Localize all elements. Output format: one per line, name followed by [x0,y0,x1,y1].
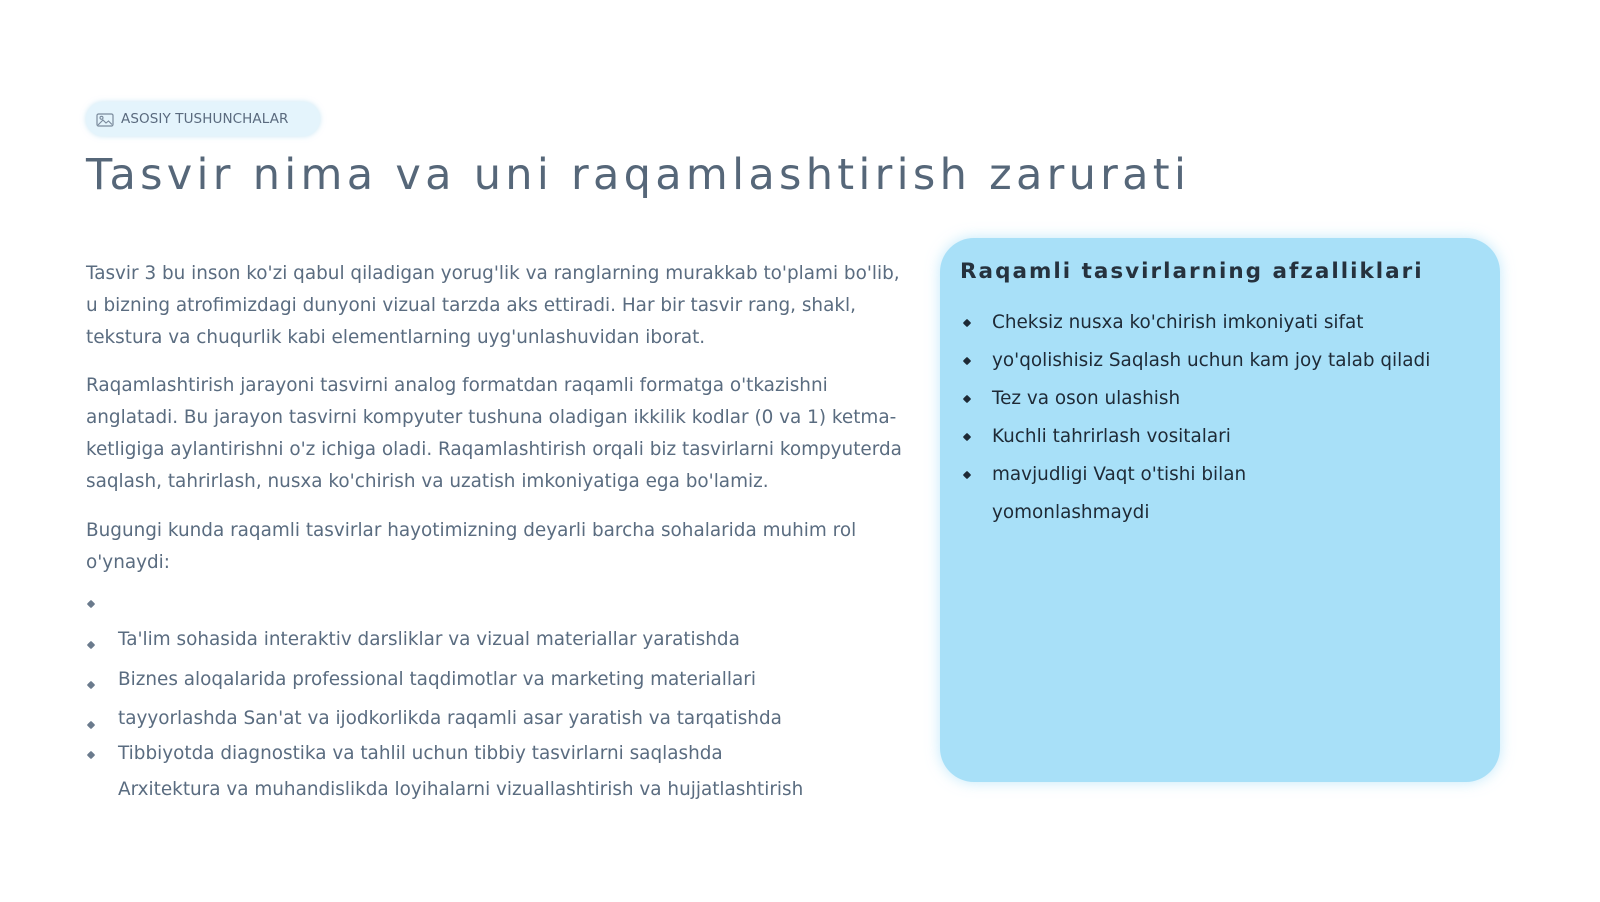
bullet-icon [963,471,971,479]
bullet-icon [963,433,971,441]
list-item [960,456,1260,532]
list-item [86,660,911,700]
list-item-text: Tez va oson ulashish [992,388,1181,409]
list-item-text: Kuchli tahrirlash vositalari [992,426,1231,447]
bullet-icon [963,357,971,365]
usage-list [86,620,911,810]
list-item-text: Biznes aloqalarida professional taqdimotlar va marketing materiallari [118,669,756,690]
list-item [86,738,911,770]
image-icon [96,112,114,126]
list-item [960,418,1480,456]
section-badge [86,102,320,136]
empty-bullet-marker [87,600,95,608]
benefits-card [940,238,1500,782]
bullet-icon [963,319,971,327]
bullet-icon [87,751,95,759]
list-item [960,304,1480,342]
list-item-text: Ta'lim sohasida interaktiv darsliklar va vizual materiallar yaratishda [118,629,740,650]
paragraph-definition: Tasvir 3 bu inson ko'zi qabul qiladigan yorug'lik va ranglarning murakkab to'plami bo'lib, u bizning atrofimizdagi dunyoni vizual tarzda aks ettiradi. Har bir tasvir rang, shakl, tekstura va chuqurlik kabi elementlarning uyg'unlashuvidan iborat. [86,263,900,348]
list-item-text: yo'qolishisiz Saqlash uchun kam joy talab qiladi [992,350,1431,371]
list-item-text: mavjudligi Vaqt o'tishi bilan yomonlashmaydi [992,464,1247,523]
list-item-text: tayyorlashda San'at va ijodkorlikda raqamli asar yaratish va tarqatishda [118,708,782,729]
bullet-icon [87,641,95,649]
benefits-list [960,304,1480,532]
page-title: Tasvir nima va uni raqamlashtirish zarurati [86,150,1191,200]
list-item-text: Arxitektura va muhandislikda loyihalarni vizuallashtirish va hujjatlashtirish [118,779,804,800]
bullet-icon [963,395,971,403]
list-item-text: Cheksiz nusxa ko'chirish imkoniyati sifat [992,312,1364,333]
intro-text [86,258,911,596]
paragraph-usage-intro: Bugungi kunda raqamli tasvirlar hayotimizning deyarli barcha sohalarida muhim rol o'ynaydi: [86,520,857,573]
card-title: Raqamli tasvirlarning afzalliklari [960,259,1424,284]
badge-label: ASOSIY TUSHUNCHALAR [121,111,289,127]
list-item [86,700,911,738]
list-item [960,380,1480,418]
paragraph-digitization: Raqamlashtirish jarayoni tasvirni analog formatdan raqamli formatga o'tkazishni anglatadi. Bu jarayon tasvirni kompyuter tushuna oladigan ikkilik kodlar (0 va 1) ketma- ketligiga aylantirishni o'z ichiga oladi. Raqamlashtirish orqali biz tasvirlarni kompyuterda saqlash, tahrirlash, nusxa ko'chirish va uzatish imkoniyatiga ega bo'lamiz. [86,375,902,492]
list-item-text: Tibbiyotda diagnostika va tahlil uchun tibbiy tasvirlarni saqlashda [118,743,723,764]
bullet-icon [87,681,95,689]
list-item [960,342,1480,380]
list-item [86,770,911,810]
list-item [86,620,911,660]
bullet-icon [87,721,95,729]
